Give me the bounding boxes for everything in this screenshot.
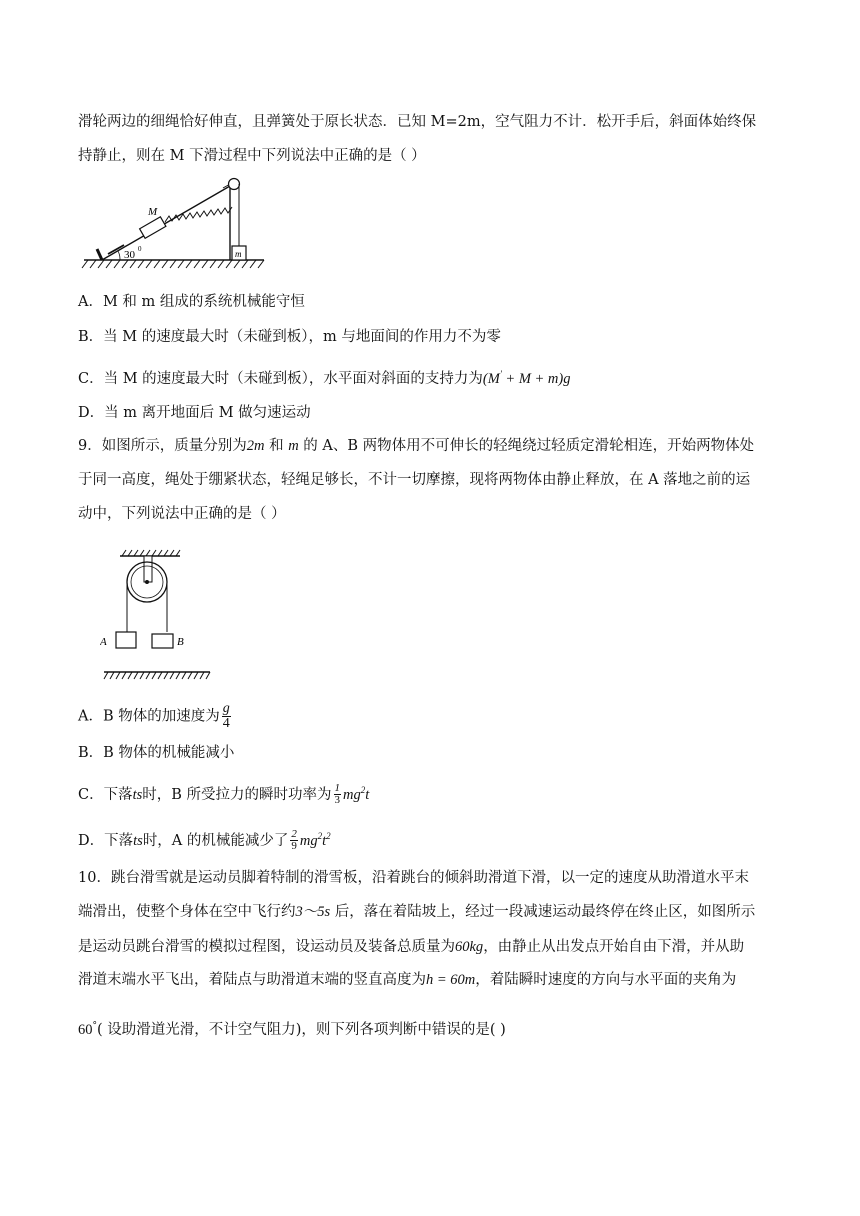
- q9-option-d-exp1: 2: [317, 831, 323, 841]
- q9-line1-b: 和: [264, 438, 289, 454]
- q10-line1: 10．跳台滑雪就是运动员脚着特制的滑雪板，沿着跳台的倾斜助滑道下滑，以一定的速度从助滑道水平末: [78, 870, 749, 886]
- q8-option-c-formula: [483, 371, 571, 387]
- q9-option-a-den: 4: [222, 716, 230, 731]
- q9-option-c: [78, 780, 369, 808]
- q10-line4: [78, 970, 736, 990]
- q8-stem-line2: 持静止，则在 M 下滑过程中下列说法中正确的是（ ）: [78, 148, 426, 164]
- q10-line3-a: 是运动员跳台滑雪的模拟过程图，设运动员及装备总质量为: [78, 939, 455, 955]
- q9-option-c-fraction: [334, 783, 342, 806]
- q8-formula-rest: + M + m)g: [501, 370, 571, 387]
- q9-option-d-fraction: [290, 829, 298, 852]
- q10-angle: 60: [78, 1021, 93, 1038]
- q9-option-d-text-a: D．下落: [78, 832, 134, 849]
- q9-option-c-time: ts: [132, 786, 143, 803]
- q10-line5-b: ( 设助滑道光滑，不计空气阻力)，则下列各项判断中错误的是( ): [97, 1021, 506, 1038]
- q10-line4-b: ，着陆瞬时速度的方向与水平面的夹角为: [475, 972, 737, 988]
- q9-option-c-text-b: 时，B 所受拉力的瞬时功率为: [142, 786, 332, 803]
- q9-option-d: [78, 826, 331, 854]
- q10-line3: [78, 937, 744, 957]
- q8-incline-figure: [80, 174, 270, 270]
- q9-option-a-num: g: [222, 701, 230, 716]
- q8-angle-degree: 0: [138, 245, 142, 253]
- q10-line3-b: ，由静止从出发点开始自由下滑，并从助: [483, 939, 745, 955]
- q9-option-c-den: 3: [334, 794, 341, 807]
- q9-stem-line1: [78, 436, 754, 456]
- q8-label-M: M: [148, 206, 158, 218]
- q9-option-d-num: 2: [291, 828, 297, 841]
- q9-option-a: [78, 702, 233, 732]
- q9-stem-line2: 于同一高度，绳处于绷紧状态，轻绳足够长，不计一切摩擦，现将两物体由静止释放，在 A 落地之前的运: [78, 472, 751, 488]
- q10-flight-time: 3～5s: [295, 904, 331, 920]
- q9-label-B: B: [177, 636, 184, 648]
- q10-line4-a: 滑道末端水平飞出，着陆点与助滑道末端的竖直高度为: [78, 972, 426, 988]
- q10-line2-b: 后，落在着陆坡上，经过一段减速运动最终停在终止区，如图所示: [330, 904, 756, 920]
- q10-line2-a: 端滑出，使整个身体在空中飞行约: [78, 904, 296, 920]
- q8-option-c: [78, 364, 570, 389]
- q8-label-m: m: [235, 249, 242, 259]
- q9-option-b: B．B 物体的机械能减小: [78, 745, 235, 761]
- q8-option-d: D．当 m 离开地面后 M 做匀速运动: [78, 405, 311, 421]
- q8-formula-open: (M: [482, 370, 500, 387]
- q9-option-d-time: ts: [133, 832, 143, 849]
- q9-stem-line3: 动中，下列说法中正确的是（ ）: [78, 506, 286, 522]
- q9-option-a-text: A．B 物体的加速度为: [78, 708, 220, 725]
- q10-angle-degree: °: [92, 1021, 97, 1031]
- q9-option-d-text-b: 时，A 的机械能减少了: [142, 832, 289, 849]
- q9-option-c-text-a: C．下落: [78, 786, 133, 803]
- q9-option-c-num: 1: [334, 782, 341, 795]
- q8-option-b: B．当 M 的速度最大时（未碰到板），m 与地面间的作用力不为零: [78, 329, 501, 345]
- q8-option-c-text: C．当 M 的速度最大时（未碰到板），水平面对斜面的支持力为: [78, 370, 483, 387]
- q8-option-a: A．M 和 m 组成的系统机械能守恒: [78, 294, 305, 310]
- q10-mass: 60kg: [455, 939, 484, 955]
- q9-option-a-fraction: [222, 702, 231, 731]
- q9-option-c-expr: mg: [343, 786, 361, 803]
- q9-line1-a: 9．如图所示，质量分别为: [78, 438, 247, 454]
- q8-angle-label: 30: [124, 249, 135, 261]
- q9-mass-m: m: [288, 438, 299, 454]
- q9-option-d-exp2: 2: [326, 831, 331, 841]
- q10-line5: [78, 1016, 506, 1040]
- q8-formula-prime: ': [499, 369, 502, 379]
- q9-mass-2m: 2m: [246, 438, 265, 454]
- q9-line1-c: 的 A、B 两物体用不可伸长的轻绳绕过轻质定滑轮相连，开始两物体处: [298, 438, 755, 454]
- q9-option-c-exp: 2: [360, 785, 366, 795]
- q9-pulley-figure: [100, 548, 216, 684]
- q9-option-c-tail: t: [365, 786, 370, 803]
- q9-label-A: A: [100, 636, 107, 648]
- q9-option-d-tail: t: [322, 832, 327, 849]
- q9-option-d-den: 9: [291, 840, 297, 853]
- q8-stem-line1: 滑轮两边的细绳恰好伸直，且弹簧处于原长状态．已知 M=2m，空气阻力不计．松开手后，斜面体始终保: [78, 114, 757, 130]
- q9-option-d-expr: mg: [299, 832, 318, 849]
- q10-height: h = 60m: [426, 972, 476, 988]
- q10-line2: [78, 902, 755, 922]
